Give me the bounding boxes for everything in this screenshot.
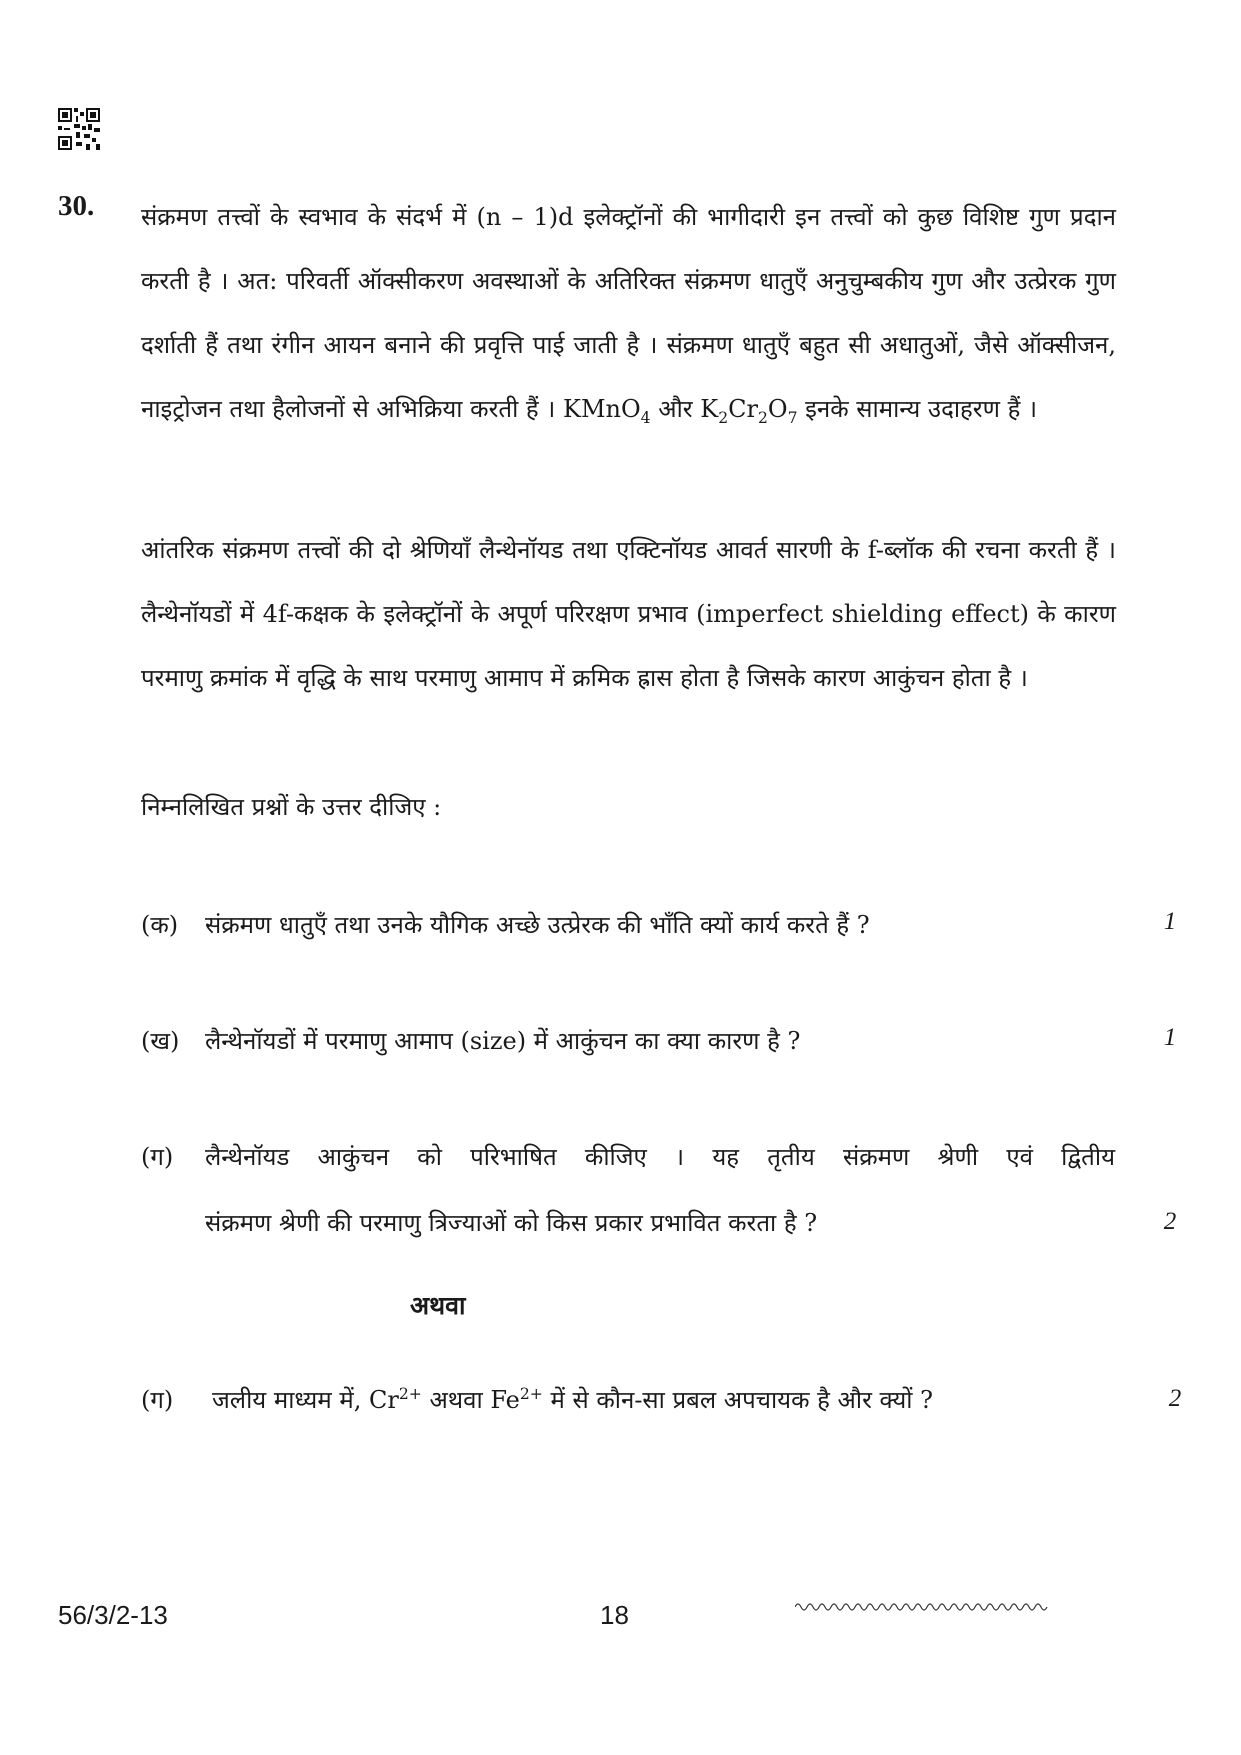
paper-code: 56/3/2-13 xyxy=(58,1600,168,1630)
marks-alt-ga: 2 xyxy=(1168,1385,1182,1412)
marks-kha: 1 xyxy=(1163,1024,1177,1051)
page-number: 18 xyxy=(600,1600,629,1630)
paragraph-1-text: संक्रमण तत्त्वों के स्वभाव के संदर्भ में (n – 1)d इलेक्ट्रॉनों की भागीदारी इन तत्त्वों को कुछ विशिष्ट गुण प्रदान करती है । अत: परिवर्ती ऑक्सीकरण अवस्थाओं के अतिरिक्त संक्रमण धातुएँ अनुचुम्बकीय गुण और उत्प्रेरक गुण दर्शाती हैं तथा रंगीन आयन बनाने की प्रवृत्ति पाई जाती है । संक्रमण धातुएँ बहुत सी अधातुओं, जैसे ऑक्सीजन, नाइट्रोजन तथा हैलोजनों से अभिक्रिया करती हैं । xyxy=(141,203,1116,423)
alt-question-label: (ग) xyxy=(141,1386,174,1414)
marks-ka: 1 xyxy=(1163,908,1177,935)
or-label: अथवा xyxy=(410,1291,466,1320)
formula-kmno4: KMnO$_4$ xyxy=(563,395,651,427)
subquestion-text-ka: संक्रमण धातुएँ तथा उनके यौगिक अच्छे उत्प्रेरक की भाँति क्यों कार्य करते हैं ? xyxy=(205,911,870,939)
alt-question-text: जलीय माध्यम में, $Cr^{2+}$ अथवा $Fe^{2+}$ में से कौन-सा प्रबल अपचायक है और क्यों ? xyxy=(212,1385,934,1414)
qr-code xyxy=(58,108,100,150)
question-paragraph-1 xyxy=(141,185,1116,441)
instruction-text: निम्नलिखित प्रश्नों के उत्तर दीजिए : xyxy=(141,793,442,821)
marks-ga: 2 xyxy=(1163,1208,1177,1235)
subquestion-label-kha: (ख) xyxy=(141,1027,180,1055)
ion-cr2plus: $Cr^{2+}$ xyxy=(368,1385,422,1414)
subquestion-label-ka: (क) xyxy=(141,911,179,939)
subquestion-text-ga-line2: संक्रमण श्रेणी की परमाणु त्रिज्याओं को किस प्रकार प्रभावित करता है ? xyxy=(205,1209,818,1237)
formula-k2cr2o7: $K_2Cr_2O_7$ xyxy=(700,395,798,427)
connector-aur: और xyxy=(658,395,693,423)
wavy-line-decoration xyxy=(795,1600,1050,1614)
subquestion-text-kha: लैन्थेनॉयडों में परमाणु आमाप (size) में आकुंचन का क्या कारण है ? xyxy=(205,1027,801,1055)
ion-fe2plus: $Fe^{2+}$ xyxy=(490,1385,543,1414)
paragraph-1-tail: इनके सामान्य उदाहरण हैं । xyxy=(805,395,1038,423)
subquestion-text-ga-line1: लैन्थेनॉयड आकुंचन को परिभाषित कीजिए । यह तृतीय संक्रमण श्रेणी एवं द्वितीय xyxy=(205,1143,1115,1171)
subquestion-label-ga: (ग) xyxy=(141,1143,174,1171)
question-number: 30. xyxy=(58,190,95,222)
question-paragraph-2: आंतरिक संक्रमण तत्त्वों की दो श्रेणियाँ लैन्थेनॉयड तथा एक्टिनॉयड आवर्त सारणी के f-ब्लॉक की रचना करती हैं । लैन्थेनॉयडों में 4f-कक्षक के इलेक्ट्रॉनों के अपूर्ण परिरक्षण प्रभाव (imperfect shielding effect) के कारण परमाणु क्रमांक में वृद्धि के साथ परमाणु आमाप में क्रमिक ह्रास होता है जिसके कारण आकुंचन होता है । xyxy=(141,536,1116,692)
